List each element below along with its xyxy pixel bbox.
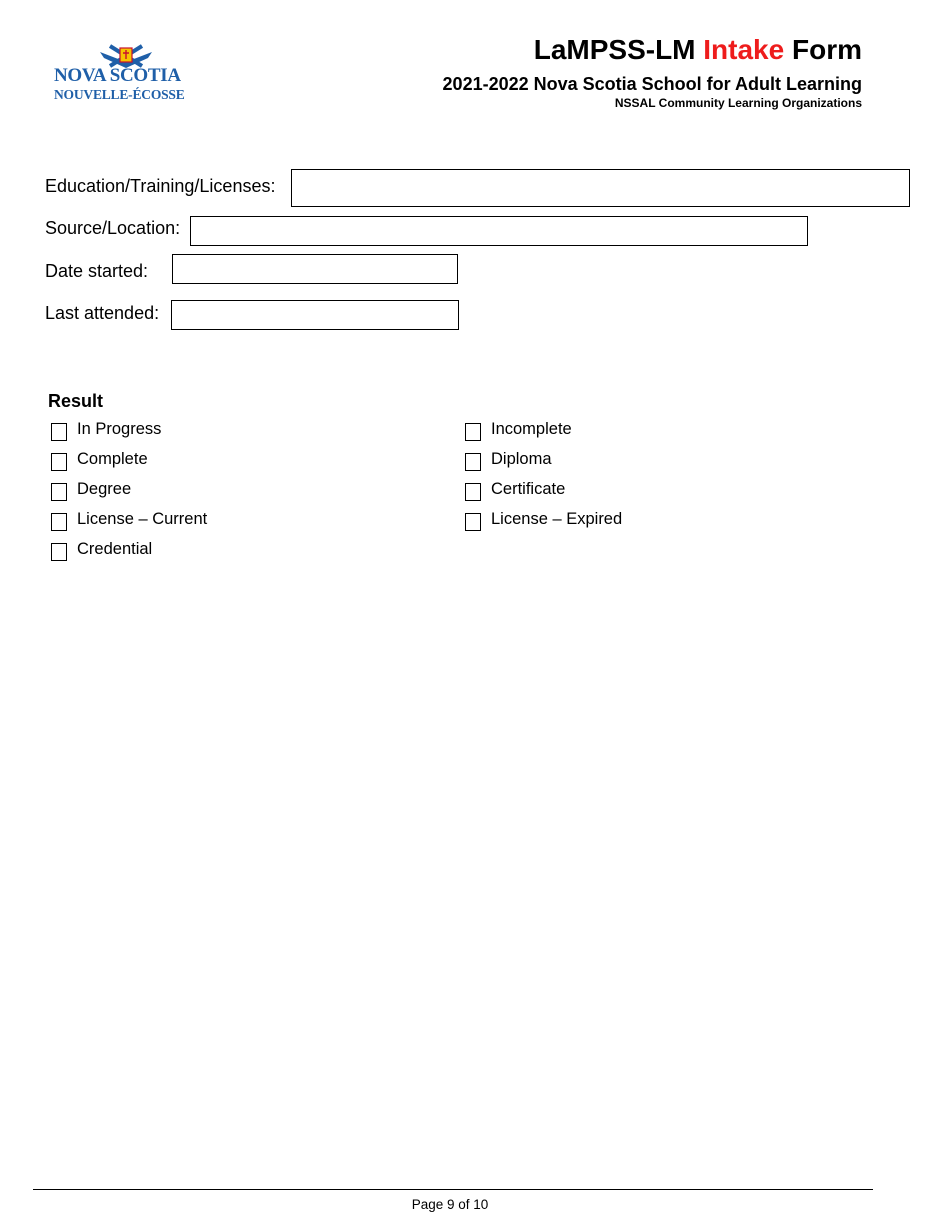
degree-label: Degree — [77, 480, 132, 498]
logo-line2: NOUVELLE-ÉCOSSE — [54, 87, 185, 102]
degree-checkbox[interactable] — [51, 483, 67, 501]
date-started-label: Date started: — [45, 261, 149, 281]
credential-label: Credential — [77, 540, 153, 558]
result-heading: Result — [48, 391, 104, 411]
incomplete-label: Incomplete — [491, 420, 572, 438]
page-title — [534, 34, 862, 66]
education-field[interactable] — [291, 169, 910, 207]
logo-line1: NOVA SCOTIA — [54, 65, 181, 86]
license-expired-checkbox[interactable] — [465, 513, 481, 531]
diploma-label: Diploma — [491, 450, 552, 468]
page-subsubtitle: NSSAL Community Learning Organizations — [614, 96, 862, 110]
title-part2: Intake — [703, 34, 785, 65]
footer-divider — [33, 1189, 873, 1190]
credential-checkbox[interactable] — [51, 543, 67, 561]
diploma-checkbox[interactable] — [465, 453, 481, 471]
in-progress-label: In Progress — [77, 420, 162, 438]
page-subtitle: 2021-2022 Nova Scotia School for Adult Learning — [442, 74, 862, 94]
license-current-checkbox[interactable] — [51, 513, 67, 531]
complete-checkbox[interactable] — [51, 453, 67, 471]
certificate-checkbox[interactable] — [465, 483, 481, 501]
source-label: Source/Location: — [45, 218, 181, 238]
license-expired-label: License – Expired — [491, 510, 623, 528]
date-started-field[interactable] — [172, 254, 458, 284]
in-progress-checkbox[interactable] — [51, 423, 67, 441]
source-field[interactable] — [190, 216, 808, 246]
certificate-label: Certificate — [491, 480, 566, 498]
last-attended-label: Last attended: — [45, 303, 160, 323]
license-current-label: License – Current — [77, 510, 208, 528]
last-attended-field[interactable] — [171, 300, 459, 330]
incomplete-checkbox[interactable] — [465, 423, 481, 441]
nova-scotia-logo — [52, 44, 192, 104]
education-label: Education/Training/Licenses: — [45, 176, 276, 196]
title-part3: Form — [784, 34, 862, 65]
title-part1: LaMPSS-LM — [533, 34, 704, 65]
complete-label: Complete — [77, 450, 148, 468]
page-number: Page 9 of 10 — [411, 1197, 489, 1212]
